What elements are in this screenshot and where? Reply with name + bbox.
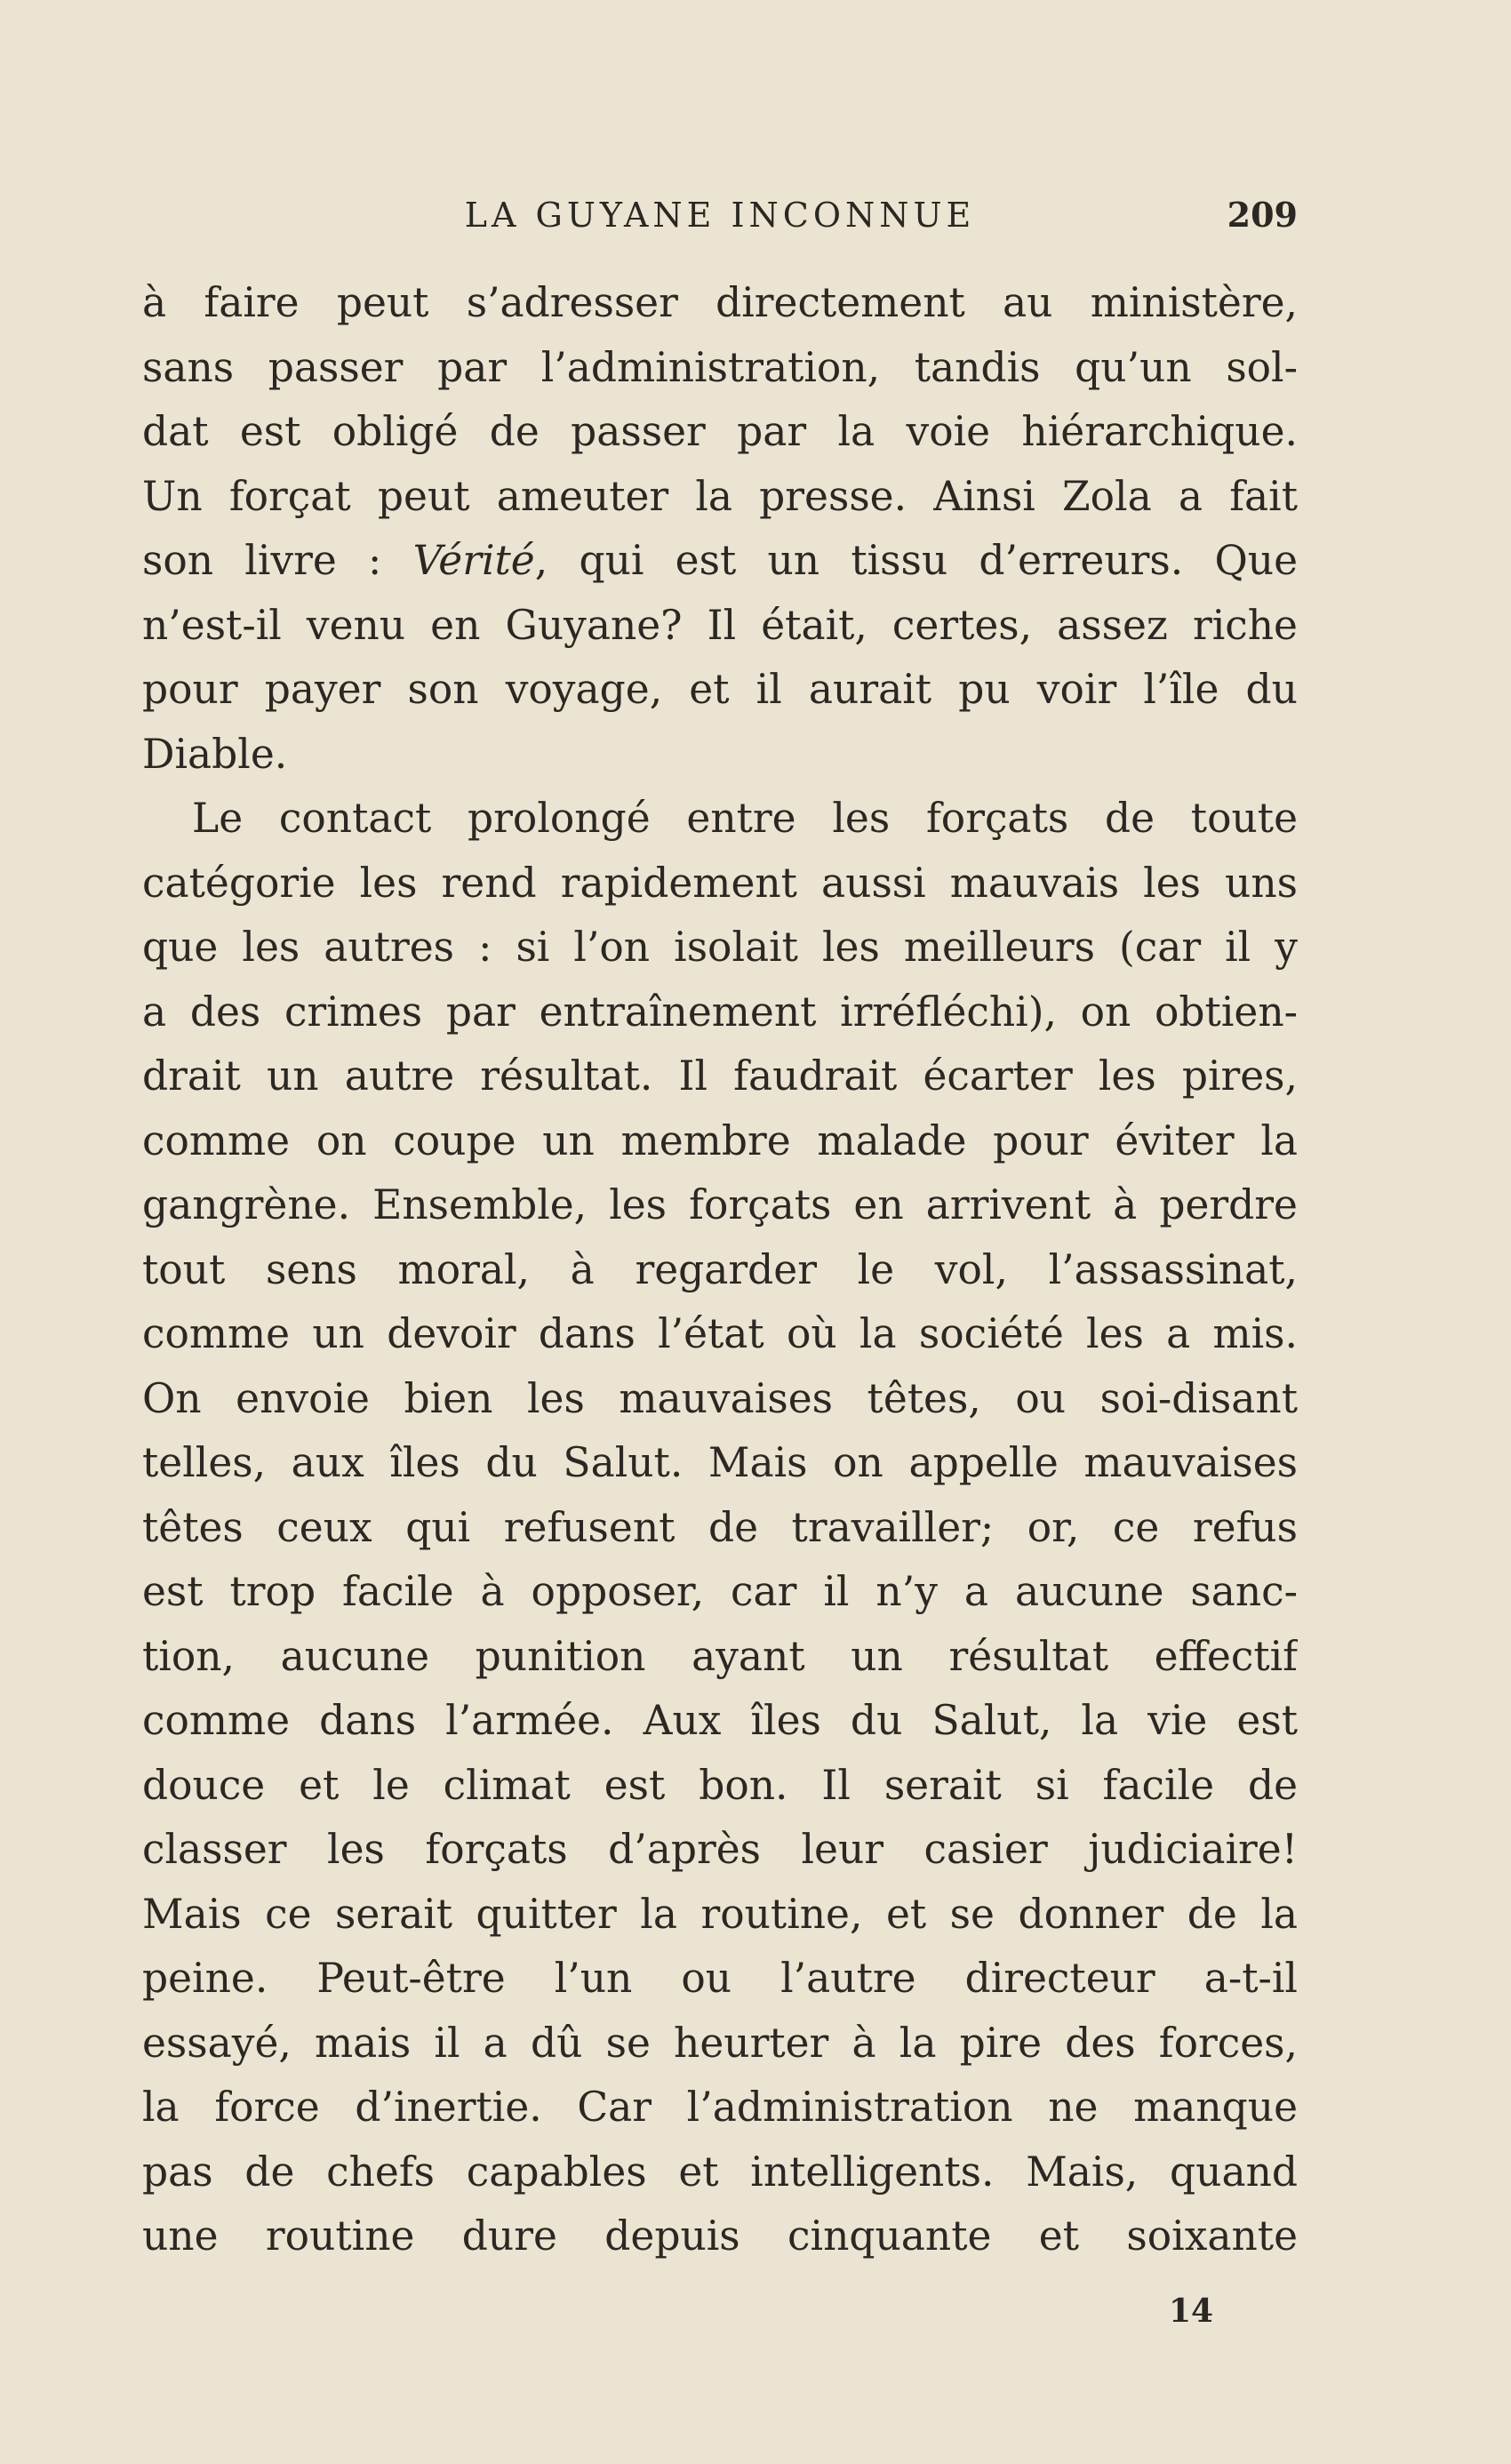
- book-title: Vérité: [412, 537, 535, 584]
- text-line: classer les forçats d’après leur casier judiciaire!: [142, 1826, 1298, 1873]
- text-line: comme un devoir dans l’état où la société les a mis.: [142, 1310, 1298, 1357]
- text-line: a des crimes par entraînement irréfléchi), on obtien-: [142, 988, 1298, 1036]
- text-line: tion, aucune punition ayant un résultat effectif: [142, 1632, 1298, 1680]
- text-line: drait un autre résultat. Il faudrait écarter les pires,: [142, 1052, 1298, 1100]
- text-line: gangrène. Ensemble, les forçats en arrivent à perdre: [142, 1181, 1298, 1228]
- text-line: peine. Peut-être l’un ou l’autre directeur a-t-il: [142, 1955, 1298, 2002]
- text-line: [142, 529, 1298, 594]
- text-line: Le contact prolongé entre les forçats de toute: [192, 795, 1298, 842]
- running-title: LA GUYANE INCONNUE: [464, 196, 976, 235]
- text-line: On envoie bien les mauvaises têtes, ou soi-disant: [142, 1374, 1298, 1422]
- running-head: [142, 188, 1298, 242]
- text-line: Diable.: [142, 730, 288, 778]
- text-line: tout sens moral, à regarder le vol, l’assassinat,: [142, 1245, 1298, 1293]
- text-line: Un forçat peut ameuter la presse. Ainsi Zola a fait: [142, 472, 1298, 520]
- text-line: une routine dure depuis cinquante et soixante: [142, 2212, 1298, 2260]
- text-line: pour payer son voyage, et il aurait pu voir l’île du: [142, 666, 1298, 713]
- body-text: [142, 271, 1298, 2269]
- text-line: à faire peut s’adresser directement au ministère,: [142, 279, 1298, 326]
- text-line: Mais ce serait quitter la routine, et se donner de la: [142, 1890, 1298, 1938]
- page-number: 209: [1227, 195, 1298, 235]
- text-line: est trop facile à opposer, car il n’y a aucune sanc-: [142, 1568, 1298, 1615]
- text-fragment: , qui est un tissu d’erreurs. Que: [534, 537, 1298, 584]
- text-line: catégorie les rend rapidement aussi mauvais les uns: [142, 859, 1298, 907]
- text-line: essayé, mais il a dû se heurter à la pire des forces,: [142, 2019, 1298, 2067]
- text-line: sans passer par l’administration, tandis qu’un sol-: [142, 343, 1298, 391]
- signature-mark: 14: [1168, 2292, 1214, 2330]
- text-line: têtes ceux qui refusent de travailler; or, ce refus: [142, 1503, 1298, 1551]
- text-line: comme dans l’armée. Aux îles du Salut, la vie est: [142, 1697, 1298, 1744]
- text-fragment: son livre :: [142, 537, 413, 584]
- text-line: la force d’inertie. Car l’administration ne manque: [142, 2084, 1298, 2131]
- text-line: n’est-il venu en Guyane? Il était, certes, assez riche: [142, 601, 1298, 649]
- text-line: telles, aux îles du Salut. Mais on appelle mauvaises: [142, 1439, 1298, 1486]
- text-line: pas de chefs capables et intelligents. Mais, quand: [142, 2148, 1298, 2196]
- text-line: que les autres : si l’on isolait les meilleurs (car il y: [142, 924, 1298, 971]
- text-line: comme on coupe un membre malade pour éviter la: [142, 1116, 1298, 1164]
- text-line: dat est obligé de passer par la voie hiérarchique.: [142, 408, 1298, 455]
- text-line: douce et le climat est bon. Il serait si facile de: [142, 1761, 1298, 1809]
